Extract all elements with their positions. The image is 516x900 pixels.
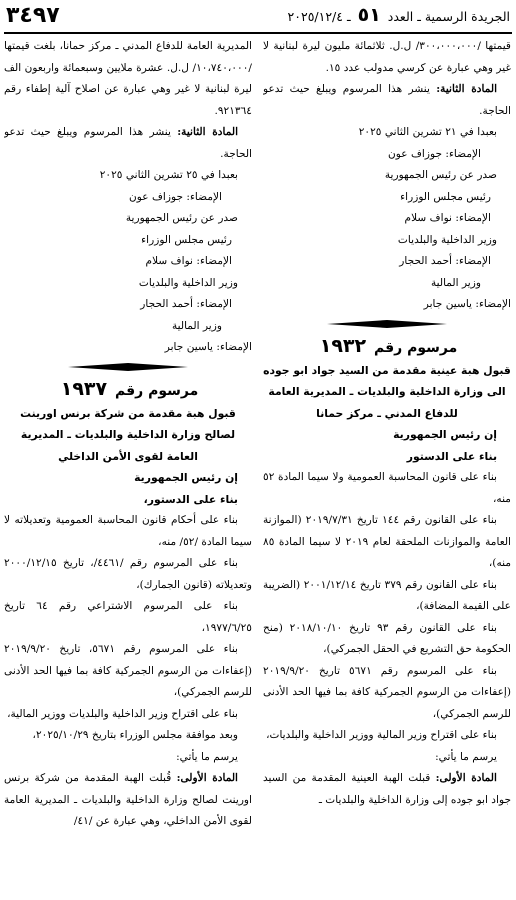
president-heading: إن رئيس الجمهورية: [134, 471, 238, 484]
decree-number: ١٩٣٧: [60, 377, 108, 400]
section-separator: [327, 320, 447, 328]
decree-label: مرسوم رقم: [115, 382, 199, 399]
president-heading: إن رئيس الجمهورية: [393, 428, 497, 441]
signature-president: الإمضاء: جوزاف عون: [129, 190, 222, 203]
decrees-line: يرسم ما يأتي:: [435, 750, 497, 763]
constitution-line: بناء على الدستور،: [143, 492, 238, 506]
page-header: [0, 0, 516, 32]
signature-minister-interior: الإمضاء: أحمد الحجار: [399, 255, 491, 267]
decree-number: ١٩٣٢: [319, 334, 367, 357]
header-divider: [4, 32, 512, 34]
page-number: ٣٤٩٧: [6, 3, 60, 28]
article-2-label: المادة الثانية:: [436, 83, 498, 95]
minister-interior-title: وزير الداخلية والبلديات: [397, 233, 497, 246]
basis-6: بناء على اقتراح وزير المالية ووزير الداخلية والبلديات،: [266, 729, 497, 741]
basis-1: بناء على أحكام قانون المحاسبة العمومية وتعديلاته لا سيما المادة /٥٢/ منه،: [4, 514, 252, 548]
minister-finance-title: وزير المالية: [430, 276, 481, 289]
pm-title: رئيس مجلس الوزراء: [400, 190, 491, 203]
basis-5: بناء على المرسوم رقم ٥٦٧١ تاريخ ٢٠١٩/٩/٢٠ (إعفاءات من الرسوم الجمركية كافة بما فيها الحد الأدنى للرسم الجمركي)،: [263, 664, 511, 720]
article-1-text: قُبلت الهبة المقدمة من شركة برنس اورينت لصالح وزارة الداخلية والبلديات ـ المديرية العامة لقوى الأمن الداخلي، وهي عبارة عن /٤١/: [4, 772, 252, 827]
issued-by: صدر عن رئيس الجمهورية: [125, 212, 238, 224]
signature-pm: الإمضاء: نواف سلام: [404, 212, 491, 224]
issue-number: ٥١: [357, 4, 381, 26]
pm-title: رئيس مجلس الوزراء: [141, 233, 232, 246]
left-column: [4, 36, 252, 894]
issued-by: صدر عن رئيس الجمهورية: [384, 169, 497, 181]
article-2-text: ينشر هذا المرسوم ويبلغ حيث تدعو الحاجة.: [4, 126, 252, 160]
gazette-title: الجريدة الرسمية ـ العدد: [387, 9, 510, 24]
issue-date: ـ ٢٠٢٥/١٢/٤: [287, 9, 351, 24]
signature-minister-finance: الإمضاء: ياسين جابر: [423, 298, 511, 310]
signature-pm: الإمضاء: نواف سلام: [145, 255, 232, 267]
decree-label: مرسوم رقم: [374, 339, 458, 356]
right-column: [263, 36, 511, 894]
article-1-text: قبلت الهبة العينية المقدمة من السيد جواد ابو جوده إلى وزارة الداخلية والبلديات ـ: [263, 772, 511, 806]
basis-3: بناء على المرسوم الاشتراعي رقم ٦٤ تاريخ ١٩٧٧/٦/٢٥،: [4, 600, 252, 634]
basis-1: بناء على قانون المحاسبة العمومية ولا سيما المادة ٥٢ منه،: [263, 471, 511, 505]
decree-subject: قبول هبة عينية مقدمة من السيد جواد ابو جوده الى وزارة الداخلية والبلديات ـ المديرية العامة للدفاع المدني ـ مركز حمانا: [263, 363, 511, 420]
basis-4: بناء على المرسوم رقم ٥٦٧١، تاريخ ٢٠١٩/٩/٢٠ (إعفاءات من الرسوم الجمركية كافة بما فيها الحد الأدنى للرسم الجمركي)،: [4, 643, 252, 698]
previous-decree-continuation: قيمتها /٣٠٠،٠٠٠،٠٠٠/ ل.ل. ثلاثمائة مليون ليرة لبنانية لا غير وهي عبارة عن كرسي مدولب عدد ١٥.: [263, 40, 511, 74]
basis-4: بناء على القانون رقم ٩٣ تاريخ ٢٠١٨/١٠/١٠ (منح الحكومة حق التشريع في الحقل الجمركي)،: [263, 621, 511, 655]
section-separator: [68, 363, 188, 371]
article-2-label: المادة الثانية:: [177, 126, 239, 138]
basis-5: بناء على اقتراح وزير الداخلية والبلديات ووزير المالية،: [7, 707, 238, 720]
basis-6: وبعد موافقة مجلس الوزراء بتاريخ ٢٠٢٥/١٠/٢٩،: [32, 729, 238, 741]
decree-date: بعبدا في ٢١ تشرين الثاني ٢٠٢٥: [358, 126, 497, 138]
signature-minister-finance: الإمضاء: ياسين جابر: [164, 341, 252, 353]
article-1: [4, 768, 252, 833]
decrees-line: يرسم ما يأتي:: [176, 750, 238, 763]
decree-1932-continuation: المديرية العامة للدفاع المدني ـ مركز حمانا، بلغت قيمتها /١٠،٧٤٠،٠٠٠/ ل.ل. عشرة ملايين وسبعمائة واربعون الف ليرة لبنانية لا غير وهي عبارة عن اصلاح آلية إطفاء رقم ٩٢١٣٦٤.: [4, 40, 252, 117]
decree-date: بعبدا في ٢٥ تشرين الثاني ٢٠٢٥: [99, 169, 238, 181]
article-1: [263, 768, 511, 811]
article-2-text: ينشر هذا المرسوم ويبلغ حيث تدعو الحاجة.: [263, 83, 511, 117]
decree-1937-title: [4, 377, 252, 403]
minister-interior-title: وزير الداخلية والبلديات: [138, 276, 238, 289]
basis-2: بناء على القانون رقم ١٤٤ تاريخ ٢٠١٩/٧/٣١ (الموازنة العامة والموازنات الملحقة لعام ٢٠١٩ لا سيما المادة ٨٥ منه)،: [263, 514, 511, 569]
constitution-line: بناء على الدستور: [406, 449, 497, 463]
decree-1932-title: [263, 334, 511, 360]
article-1-label: المادة الأولى:: [435, 772, 497, 784]
signature-president: الإمضاء: جوزاف عون: [388, 147, 481, 160]
article-1-label: المادة الأولى:: [176, 772, 238, 784]
article-2: [263, 79, 511, 122]
basis-2: بناء على المرسوم رقم /٤٤٦١/، تاريخ ٢٠٠٠/١٢/١٥ وتعديلاته (قانون الجمارك)،: [4, 557, 252, 591]
minister-finance-title: وزير المالية: [171, 319, 222, 332]
gazette-header-title: [288, 6, 510, 26]
basis-3: بناء على القانون رقم ٣٧٩ تاريخ ٢٠٠١/١٢/١٤ (الضريبة على القيمة المضافة)،: [263, 578, 511, 612]
article-2: [4, 122, 252, 165]
signature-minister-interior: الإمضاء: أحمد الحجار: [140, 298, 232, 310]
decree-subject: قبول هبة مقدمة من شركة برنس اورينت لصالح وزارة الداخلية والبلديات ـ المديرية العامة لقوى الأمن الداخلي: [20, 406, 236, 463]
